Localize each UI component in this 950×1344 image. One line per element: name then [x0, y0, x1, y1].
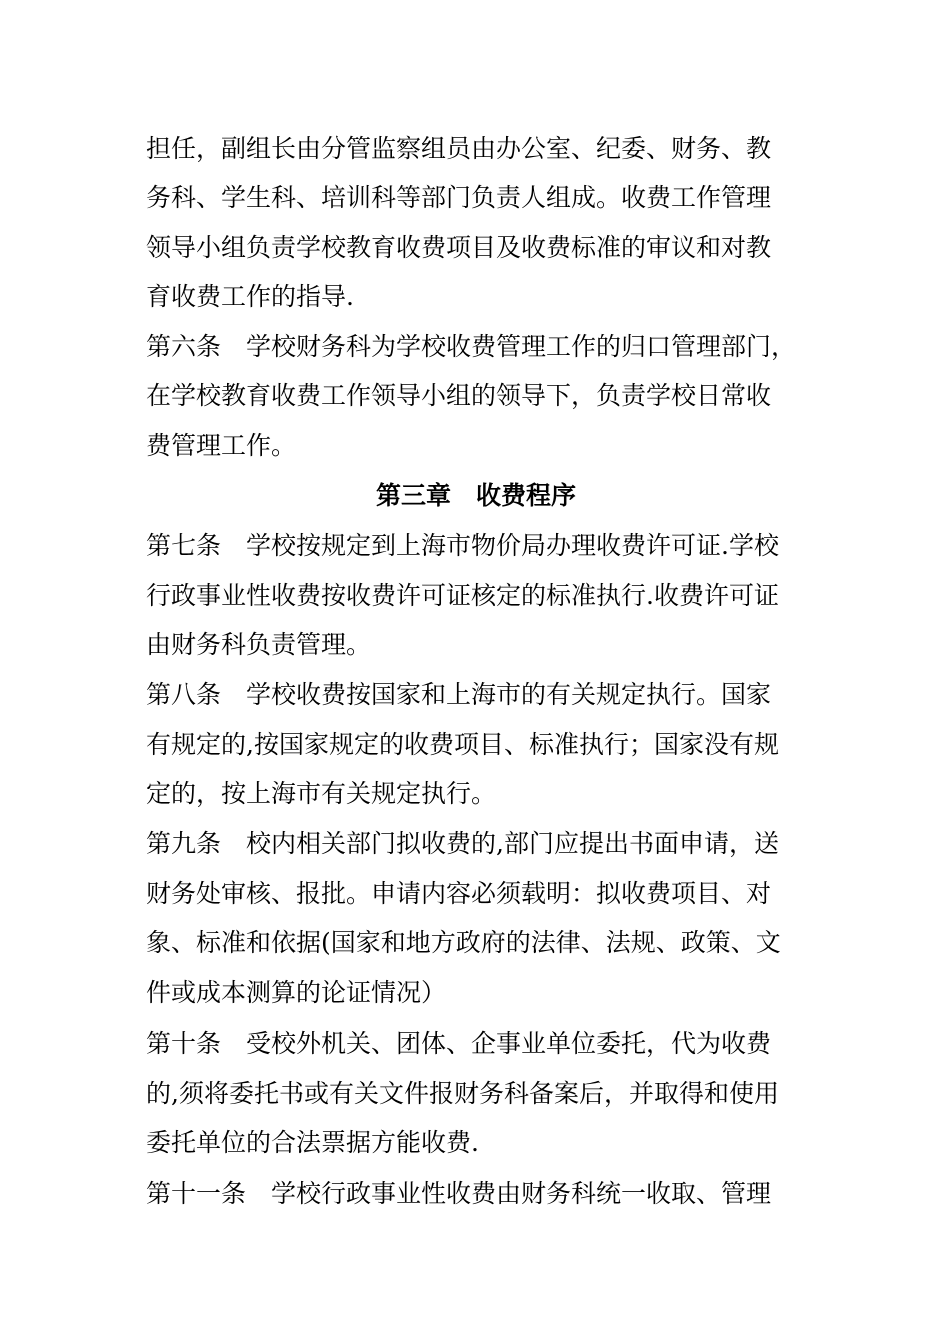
article-10-line-2: 的,须将委托书或有关文件报财务科备案后，并取得和使用 [146, 1079, 779, 1108]
article-8-line-2: 有规定的,按国家规定的收费项目、标准执行；国家没有规 [146, 730, 779, 759]
article-6-line-1: 第六条 学校财务科为学校收费管理工作的归口管理部门， [146, 332, 797, 361]
article-7-line-2: 行政事业性收费按收费许可证核定的标准执行.收费许可证 [146, 581, 779, 610]
paragraph-1-line-4: 育收费工作的指导. [146, 282, 354, 311]
article-9-line-3: 象、标准和依据(国家和地方政府的法律、法规、政策、文 [146, 928, 781, 957]
article-6-line-2: 在学校教育收费工作领导小组的领导下，负责学校日常收 [146, 381, 772, 410]
article-9-line-1: 第九条 校内相关部门拟收费的,部门应提出书面申请，送 [146, 829, 779, 858]
article-9-line-4: 件或成本测算的论证情况） [146, 978, 447, 1007]
paragraph-1-line-3: 领导小组负责学校教育收费项目及收费标准的审议和对教 [146, 233, 772, 262]
article-9-line-2: 财务处审核、报批。申请内容必须载明：拟收费项目、对 [146, 879, 772, 908]
article-7-line-3: 由财务科负责管理。 [146, 630, 372, 659]
article-10-line-1: 第十条 受校外机关、团体、企事业单位委托，代为收费 [146, 1029, 772, 1058]
article-7-line-1: 第七条 学校按规定到上海市物价局办理收费许可证.学校 [146, 531, 779, 560]
article-6-line-3: 费管理工作。 [146, 431, 297, 460]
article-8-line-1: 第八条 学校收费按国家和上海市的有关规定执行。国家 [146, 680, 772, 709]
article-10-line-3: 委托单位的合法票据方能收费. [146, 1128, 479, 1157]
paragraph-1-line-2: 务科、学生科、培训科等部门负责人组成。收费工作管理 [146, 183, 772, 212]
article-8-line-3: 定的，按上海市有关规定执行。 [146, 779, 497, 808]
article-11-line-1: 第十一条 学校行政事业性收费由财务科统一收取、管理 [146, 1179, 772, 1208]
chapter-3-heading: 第三章 收费程序 [375, 481, 576, 510]
paragraph-1-line-1: 担任，副组长由分管监察组员由办公室、纪委、财务、教 [146, 134, 772, 163]
